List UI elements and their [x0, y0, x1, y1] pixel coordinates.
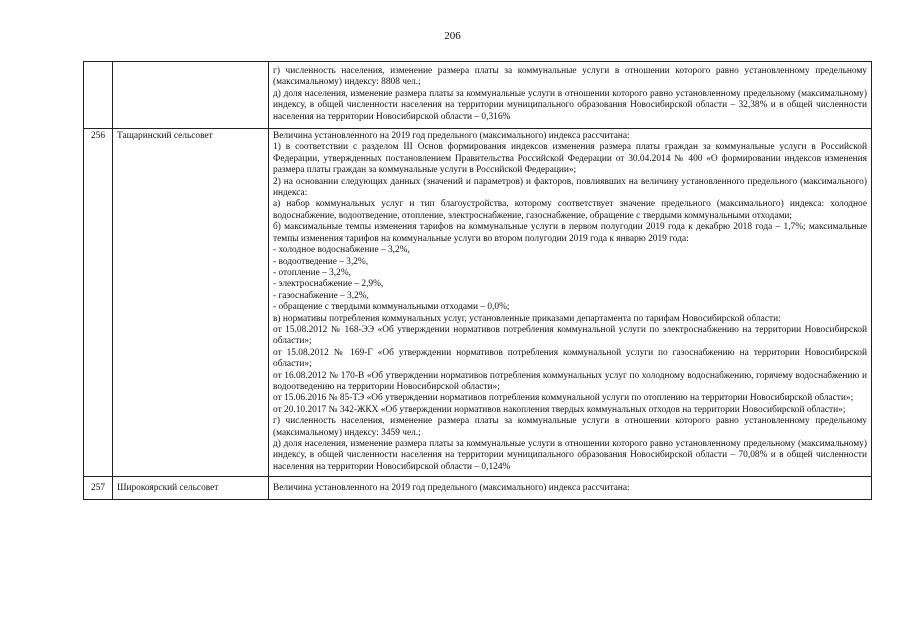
paragraph: от 16.08.2012 № 170-В «Об утверждении нормативов потребления коммунальных услуг по холодному водоснабжению, горячему водоснабжению и водоотведению на территории Новосибирской области»;: [273, 370, 867, 392]
municipality-name: [113, 62, 269, 129]
row-description: [269, 62, 872, 129]
paragraph: в) нормативы потребления коммунальных услуг, установленные приказами департамента по тарифам Новосибирской области:: [273, 313, 781, 324]
municipality-name: Широкоярский сельсовет: [113, 477, 269, 499]
paragraph: г) численность населения, изменение размера платы за коммунальные услуги в отношении которого равно установленному предельному (максимальному) индексу: 3459 чел.;: [273, 416, 867, 438]
paragraph: б) максимальные темпы изменения тарифов на коммунальные услуги в первом полугодии 2019 года к декабрю 2018 года – 1,7%; максимальные темпы изменения тарифов на коммунальные услуги во втором полугодии 2019 года к январю 2019 года:: [273, 222, 867, 244]
row-description: [269, 129, 872, 477]
paragraph: а) набор коммунальных услуг и тип благоустройства, которому соответствует значение предельного (максимального) индекса: холодное водоснабжение, водоотведение, отопление, электроснабжение, газоснабжение, обращение с твердыми коммунальными отходами;: [273, 199, 867, 221]
paragraph: 1) в соответствии с разделом III Основ формирования индексов изменения размера платы граждан за коммунальные услуги в Российской Федерации, утвержденных постановлением Правительства Российской Федерации от 30.04.2014 № 400 «О формировании индексов изменения размера платы граждан за коммунальные услуги в Российской Федерации»;: [273, 142, 867, 176]
paragraph: г) численность населения, изменение размера платы за коммунальные услуги в отношении которого равно установленному предельному (максимальному) индексу: 8808 чел.;: [273, 66, 867, 88]
paragraph: - электроснабжение – 2,9%,: [273, 279, 384, 290]
paragraph: д) доля населения, изменение размера платы за коммунальные услуги в отношении которого равно установленному предельному (максимальному) индексу, в общей численности населения на территории муниципального образования Новосибирской области – 70,08% и в общей численности населения на территории Новосибирской области – 0,124%: [273, 439, 867, 472]
paragraph: Величина установленного на 2019 год предельного (максимального) индекса рассчитана:: [273, 131, 630, 142]
paragraph: Величина установленного на 2019 год предельного (максимального) индекса рассчитана:: [273, 483, 630, 494]
paragraph: от 15.08.2012 № 168-ЭЭ «Об утверждении нормативов потребления коммунальной услуги по электроснабжению на территории Новосибирской области»;: [273, 324, 867, 347]
paragraph: 2) на основании следующих данных (значений и параметров) и факторов, повлиявших на величину установленного предельного (максимального) индекса:: [273, 176, 867, 199]
paragraph: от 15.06.2016 № 85-ТЭ «Об утверждении нормативов потребления коммунальной услуги по отоплению на территории Новосибирской области»;: [273, 393, 854, 404]
paragraph: - водоотведение – 3,2%,: [273, 256, 369, 267]
municipality-name: Тащаринский сельсовет: [113, 129, 269, 477]
row-description: [269, 477, 872, 499]
paragraph: д) доля населения, изменение размера платы за коммунальные услуги в отношении которого равно установленному предельному (максимальному) индексу, в общей численности населения на территории муниципального образования Новосибирской области – 32,38% и в общей численности населения на территории Новосибирской области – 0,316%: [273, 88, 867, 122]
index-table: [83, 61, 872, 500]
row-number: [84, 62, 113, 129]
paragraph: - газоснабжение – 3,2%,: [273, 290, 369, 301]
table-row: [84, 62, 872, 129]
paragraph: - обращение с твердыми коммунальными отходами – 0,0%;: [273, 302, 510, 313]
page-number: 206: [444, 30, 461, 42]
paragraph: - холодное водоснабжение – 3,2%,: [273, 245, 410, 256]
row-number: 257: [84, 477, 113, 499]
paragraph: - отопление – 3,2%,: [273, 267, 351, 278]
table-row: [84, 129, 872, 477]
paragraph: от 15.08.2012 № 169-Г «Об утверждении нормативов потребления коммунальной услуги по газоснабжению на территории Новосибирской области»;: [273, 347, 867, 370]
paragraph: от 20.10.2017 № 342-ЖКХ «Об утверждении нормативов накопления твердых коммунальных отходов на территории Новосибирской области»;: [273, 404, 846, 415]
row-number: 256: [84, 129, 113, 477]
table-row: [84, 477, 872, 499]
